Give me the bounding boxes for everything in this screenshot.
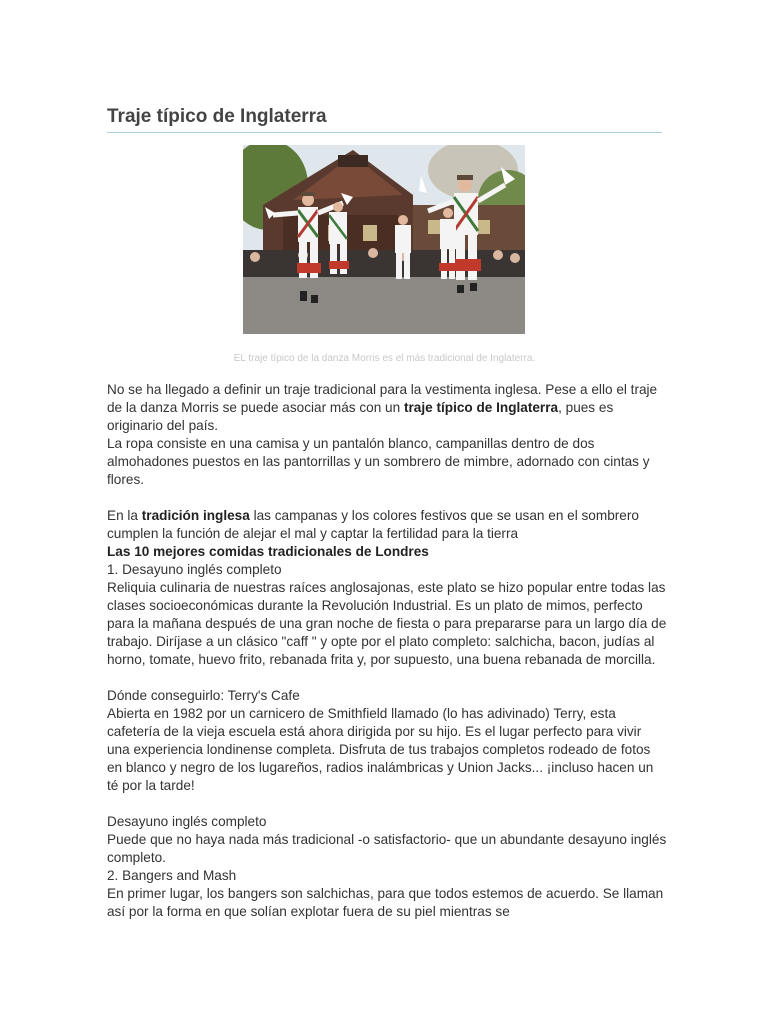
tradition-bold: tradición inglesa <box>141 508 250 523</box>
list-heading-text: Las 10 mejores comidas tradicionales de Londres <box>107 544 429 559</box>
intro-bold: traje típico de Inglaterra <box>403 400 559 415</box>
article-body <box>107 381 667 921</box>
tradition-paragraph <box>107 507 667 543</box>
item1-repeat-title: Desayuno inglés completo <box>107 814 267 829</box>
image-caption: EL traje típico de la danza Morris es el más tradicional de Inglaterra. <box>233 353 536 364</box>
item1-title: 1. Desayuno inglés completo <box>107 562 282 577</box>
intro-text-end: , pues es originario del país. <box>107 400 614 433</box>
intro-paragraph <box>107 381 667 435</box>
item1-text: Reliquia culinaria de nuestras raíces anglosajonas, este plato se hizo popular entre todas las clases socioeconómicas durante la Revolución Industrial. Es un plato de mimos, perfecto para la mañana después de una gran noche de fiesta o para prepararse para un largo día de trabajo. Diríjase a un clásico "caff " y opte por el plato completo: salchicha, bacon, judías al horno, tomate, huevo frito, rebanada frita y, por supuesto, una buena rebanada de morcilla. <box>107 580 667 667</box>
item2-title: 2. Bangers and Mash <box>107 868 237 883</box>
intro-text: No se ha llegado a definir un traje tradicional para la vestimenta inglesa. Pese a ello el traje de la danza Morris se puede asociar más con un <box>107 382 658 415</box>
clothing-paragraph: La ropa consiste en una camisa y un pantalón blanco, campanillas dentro de dos almohadones puestos en las pantorrillas y un sombrero de mimbre, adornado con cintas y flores. <box>107 436 650 487</box>
item2-text: En primer lugar, los bangers son salchichas, para que todos estemos de acuerdo. Se llaman así por la forma en que solían explotar fuera de su piel mientras se <box>107 886 664 919</box>
item1-repeat-text: Puede que no haya nada más tradicional -o satisfactorio- que un abundante desayuno inglés completo. <box>107 832 667 865</box>
tradition-text-end: las campanas y los colores festivos que se usan en el sombrero cumplen la función de alejar el mal y captar la fertilidad para la tierra <box>107 508 639 541</box>
tradition-text: En la <box>107 508 142 523</box>
item1-where: Dónde conseguirlo: Terry's Cafe <box>107 688 300 703</box>
morris-dancers-photo <box>243 145 525 334</box>
page-title: Traje típico de Inglaterra <box>107 104 662 133</box>
item1-where-text: Abierta en 1982 por un carnicero de Smithfield llamado (lo has adivinado) Terry, esta cafetería de la vieja escuela está ahora dirigida por su hijo. Es el lugar perfecto para vivir una experiencia londinense completa. Disfruta de tus trabajos completos rodeado de fotos en blanco y negro de los lugareños, radios inalámbricas y Union Jacks... ¡incluso hacen un té por la tarde! <box>107 706 654 793</box>
list-heading <box>107 543 667 561</box>
